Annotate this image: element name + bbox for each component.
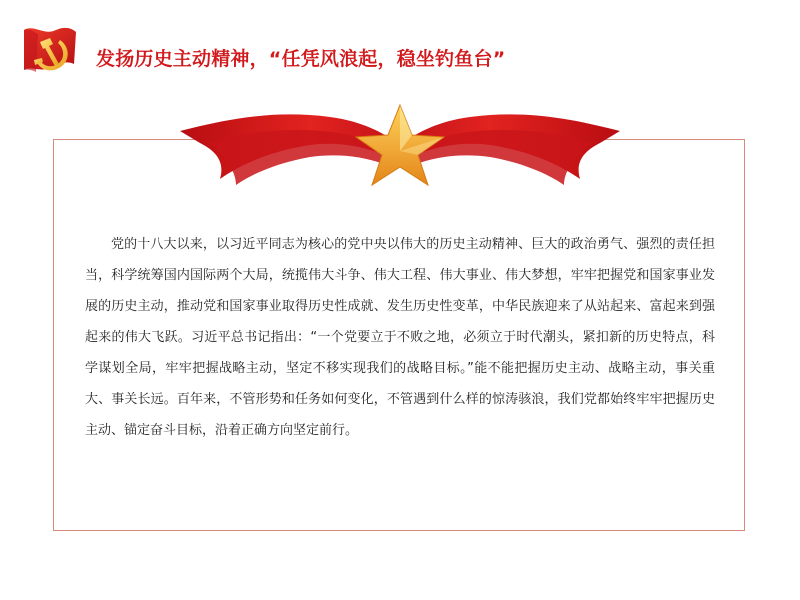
page-title: 发扬历史主动精神，“任凭风浪起，稳坐钓鱼台” (96, 48, 506, 70)
body-paragraph: 党的十八大以来，以习近平同志为核心的党中央以伟大的历史主动精神、巨大的政治勇气、强烈的责任担当，科学统筹国内国际两个大局，统揽伟大斗争、伟大工程、伟大事业、伟大梦想，牢牢把握党和国家事业发展的历史主动，推动党和国家事业取得历史性成就、发生历史性变革，中华民族迎来了从站起来、富起来到强起来的伟大飞跃。习近平总书记指出：“一个党要立于不败之地，必须立于时代潮头，紧扣新的历史特点，科学谋划全局，牢牢把握战略主动，坚定不移实现我们的战略目标。”能不能把握历史主动、战略主动，事关重大、事关长远。百年来，不管形势和任务如何变化，不管遇到什么样的惊涛骇浪，我们党都始终牢牢把握历史主动、锚定奋斗目标，沿着正确方向坚定前行。 (85, 237, 715, 438)
party-emblem-icon (16, 20, 82, 86)
red-ribbon-star-icon (180, 95, 620, 195)
